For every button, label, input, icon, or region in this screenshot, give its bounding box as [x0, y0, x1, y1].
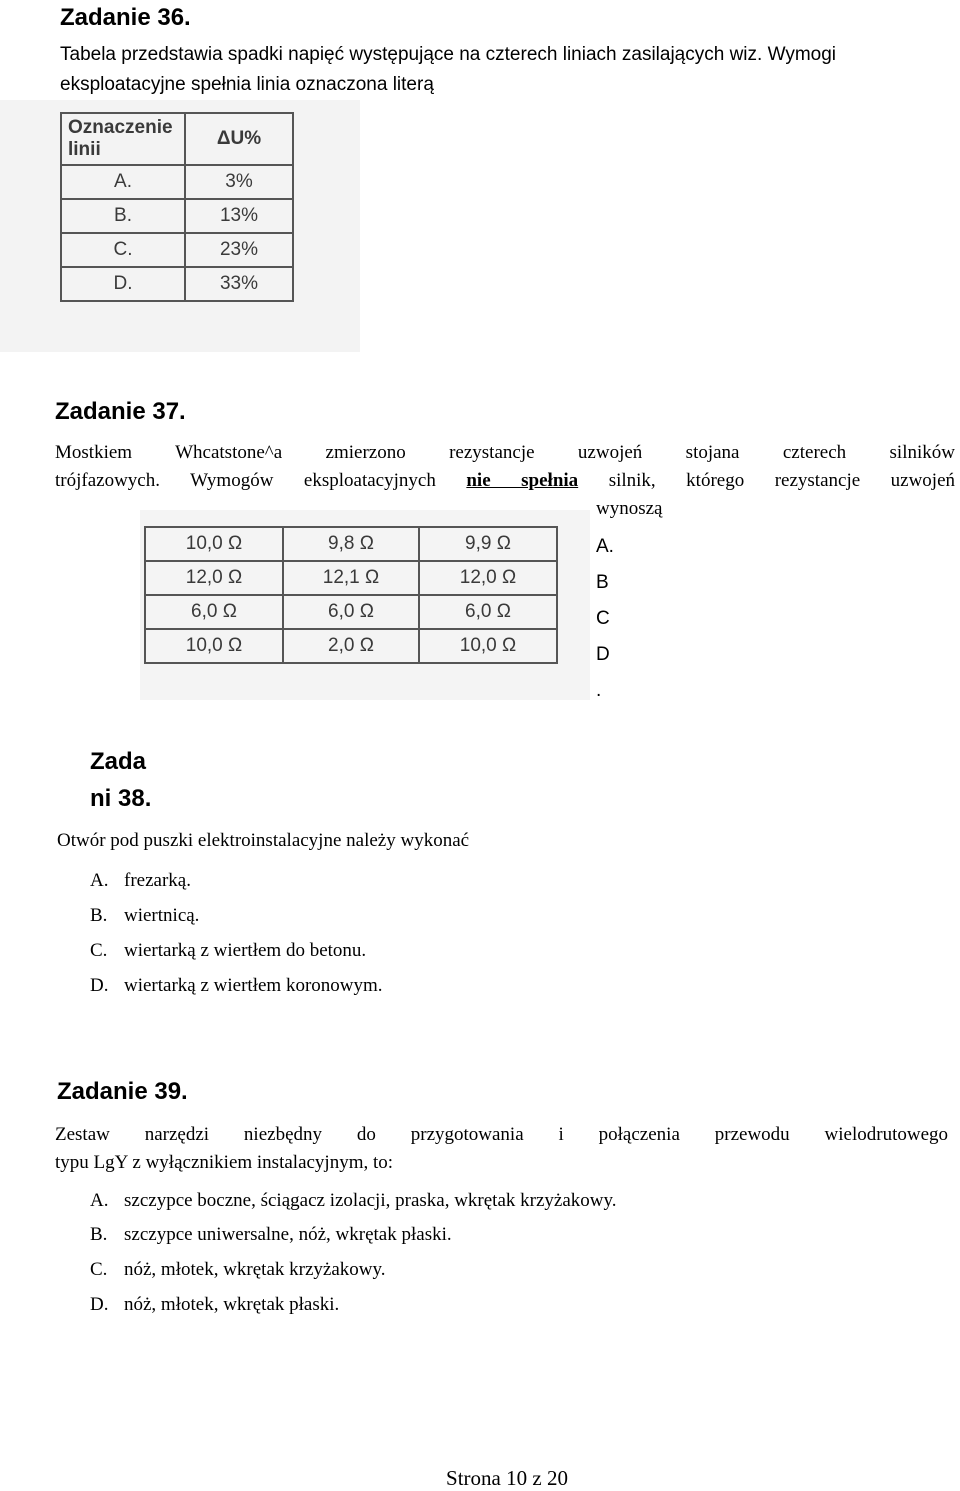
task-38-text: Otwór pod puszki elektroinstalacyjne należy wykonać [57, 830, 470, 851]
line-label: C. [61, 233, 185, 267]
option-letter: C. [90, 940, 108, 961]
task-39-line-2: typu LgY z wyłącznikiem instalacyjnym, to: [55, 1152, 394, 1173]
option-text: szczypce uniwersalne, nóż, wkrętak płaski. [124, 1224, 452, 1245]
task-38-heading-part-2: ni 38. [90, 785, 152, 812]
table-row [61, 165, 293, 199]
resistance-cell: 2,0 Ω [283, 629, 419, 663]
resistance-cell: 9,9 Ω [419, 527, 557, 561]
side-letter-c: C [596, 608, 610, 629]
resistance-cell: 6,0 Ω [145, 595, 283, 629]
task-37-emphasis: nie spełnia [466, 470, 579, 491]
resistance-table [144, 526, 558, 664]
task-36-table-image [0, 100, 360, 352]
voltage-drop-table [60, 112, 294, 302]
task-38-option-a [90, 866, 191, 896]
option-letter: D. [90, 975, 109, 996]
line-value: 3% [185, 165, 293, 199]
task-39-heading: Zadanie 39. [57, 1078, 188, 1105]
resistance-cell: 10,0 Ω [419, 629, 557, 663]
table-header-line: Oznaczenie linii [61, 113, 185, 165]
option-text: nóż, młotek, wkrętak płaski. [124, 1294, 340, 1315]
task-39-line-1: Zestaw narzędzi niezbędny do przygotowania i połączenia przewodu wielodrutowego [55, 1124, 948, 1145]
option-letter: B. [90, 1224, 108, 1245]
table-row [145, 595, 557, 629]
option-text: wiertarką z wiertłem do betonu. [124, 940, 367, 961]
page-footer: Strona 10 z 20 [446, 1466, 568, 1490]
resistance-cell: 9,8 Ω [283, 527, 419, 561]
line-value: 33% [185, 267, 293, 301]
task-38-option-b [90, 901, 199, 931]
task-36-text: Tabela przedstawia spadki napięć występujące na czterech liniach zasilających wiz. Wymogi eksploatacyjne spełnia linia oznaczona literą [60, 44, 837, 95]
line-label: B. [61, 199, 185, 233]
task-37-line-2-start: trójfazowych. Wymogów eksploatacyjnych [55, 470, 436, 491]
option-text: wiertnicą. [124, 905, 200, 926]
task-37-line-2 [55, 466, 955, 496]
resistance-cell: 12,0 Ω [145, 561, 283, 595]
task-39-option-d [90, 1290, 339, 1320]
table-row [61, 199, 293, 233]
line-value: 23% [185, 233, 293, 267]
option-letter: D. [90, 1294, 109, 1315]
task-39-option-b [90, 1220, 452, 1250]
resistance-cell: 12,0 Ω [419, 561, 557, 595]
option-text: frezarką. [124, 870, 191, 891]
option-text: nóż, młotek, wkrętak krzyżakowy. [124, 1259, 386, 1280]
line-label: A. [61, 165, 185, 199]
option-letter: A. [90, 870, 109, 891]
resistance-cell: 6,0 Ω [419, 595, 557, 629]
option-letter: C. [90, 1259, 108, 1280]
option-text: wiertarką z wiertłem koronowym. [124, 975, 383, 996]
side-letter-b: B [596, 572, 609, 593]
task-37-table-image [140, 510, 590, 700]
task-37-line-3: wynoszą [596, 498, 663, 519]
table-row [61, 267, 293, 301]
task-37-line-1: Mostkiem Whcatstone^a zmierzono rezystancje uzwojeń stojana czterech silników [55, 442, 955, 463]
option-letter: A. [90, 1190, 109, 1211]
table-row [61, 233, 293, 267]
line-label: D. [61, 267, 185, 301]
resistance-cell: 10,0 Ω [145, 527, 283, 561]
side-letter-dot: . [596, 680, 602, 701]
task-39-option-a [90, 1186, 617, 1216]
line-value: 13% [185, 199, 293, 233]
table-header-du: ΔU% [185, 113, 293, 165]
table-row [145, 629, 557, 663]
resistance-cell: 6,0 Ω [283, 595, 419, 629]
side-letter-a: A. [596, 536, 614, 557]
task-38-heading-part-1: Zada [90, 748, 147, 775]
resistance-cell: 12,1 Ω [283, 561, 419, 595]
table-row [145, 561, 557, 595]
task-37-heading: Zadanie 37. [55, 398, 186, 425]
table-row [145, 527, 557, 561]
task-37-line-2-end: silnik, którego rezystancje uzwojeń [608, 470, 956, 491]
task-38-option-c [90, 936, 366, 966]
option-letter: B. [90, 905, 108, 926]
option-text: szczypce boczne, ściągacz izolacji, praska, wkrętak krzyżakowy. [124, 1190, 617, 1211]
task-38-option-d [90, 971, 383, 1001]
resistance-cell: 10,0 Ω [145, 629, 283, 663]
task-36-heading: Zadanie 36. [60, 4, 191, 31]
side-letter-d: D [596, 644, 610, 665]
task-39-option-c [90, 1255, 386, 1285]
